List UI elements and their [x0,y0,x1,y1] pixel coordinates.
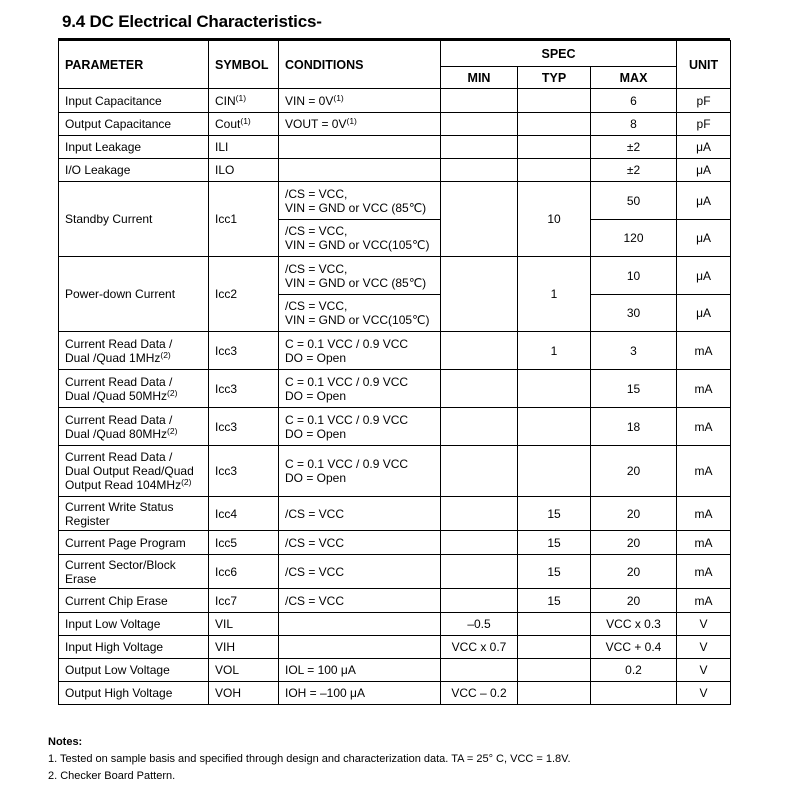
min-cell [441,408,518,446]
table-row [59,113,731,136]
param-cell: Input Capacitance [59,89,209,113]
min-cell [441,555,518,589]
table-header-row [59,41,731,67]
unit-cell: μA [677,220,731,257]
max-cell: 20 [591,531,677,555]
condition-cell: /CS = VCC, VIN = GND or VCC (85℃) [279,182,441,220]
param-cell: Current Chip Erase [59,589,209,613]
typ-cell [518,613,591,636]
table-row [59,332,731,370]
unit-cell: mA [677,370,731,408]
symbol-cell: Icc3 [209,370,279,408]
typ-cell: 15 [518,555,591,589]
note-2: 2. Checker Board Pattern. [48,770,176,782]
notes-section [48,734,571,785]
param-cell: Output Low Voltage [59,659,209,682]
table-row [59,159,731,182]
table-row [59,682,731,705]
notes-heading: Notes: [48,736,83,748]
max-cell: ±2 [591,136,677,159]
min-cell [441,332,518,370]
symbol-cell: ILO [209,159,279,182]
max-cell: 20 [591,497,677,531]
condition-cell: /CS = VCC, VIN = GND or VCC(105℃) [279,295,441,332]
symbol-cell: Icc3 [209,332,279,370]
max-cell: VCC x 0.3 [591,613,677,636]
max-cell: 120 [591,220,677,257]
max-cell: 6 [591,89,677,113]
condition-cell: /CS = VCC [279,589,441,613]
max-cell: 0.2 [591,659,677,682]
unit-cell: mA [677,446,731,497]
typ-cell [518,89,591,113]
typ-cell: 15 [518,531,591,555]
max-cell: 20 [591,446,677,497]
unit-cell: μA [677,257,731,295]
header-conditions: CONDITIONS [279,41,441,89]
param-cell: Current Write Status Register [59,497,209,531]
max-cell: 15 [591,370,677,408]
min-cell [441,89,518,113]
typ-cell [518,636,591,659]
symbol-cell: VIH [209,636,279,659]
condition-cell [279,159,441,182]
table-row [59,136,731,159]
unit-cell: pF [677,89,731,113]
table-row [59,370,731,408]
unit-cell: mA [677,555,731,589]
max-cell: 30 [591,295,677,332]
unit-cell: μA [677,136,731,159]
condition-cell: /CS = VCC, VIN = GND or VCC (85℃) [279,257,441,295]
typ-cell: 1 [518,332,591,370]
unit-cell: V [677,636,731,659]
unit-cell: pF [677,113,731,136]
table-row [59,531,731,555]
header-typ: TYP [518,67,591,89]
condition-cell: /CS = VCC [279,497,441,531]
typ-cell [518,659,591,682]
typ-cell: 10 [518,182,591,257]
table-row [59,659,731,682]
table-row [59,636,731,659]
typ-cell: 15 [518,589,591,613]
max-cell: 8 [591,113,677,136]
param-cell: Current Read Data / Dual Output Read/Quad Output Read 104MHz$^{(2)}$ [59,446,209,497]
symbol-cell: Icc7 [209,589,279,613]
param-cell: Current Read Data / Dual /Quad 50MHz$^{(2)}$ [59,370,209,408]
unit-cell: mA [677,531,731,555]
param-cell: Power-down Current [59,257,209,332]
condition-cell: /CS = VCC [279,555,441,589]
param-cell: Current Read Data / Dual /Quad 80MHz$^{(2)}$ [59,408,209,446]
min-cell [441,113,518,136]
max-cell: 10 [591,257,677,295]
max-cell: 50 [591,182,677,220]
header-parameter: PARAMETER [59,41,209,89]
table-row [59,589,731,613]
min-cell [441,531,518,555]
min-cell [441,159,518,182]
header-spec: SPEC [441,41,677,67]
note-1: 1. Tested on sample basis and specified through design and characterization data. TA = 25° C, VCC = 1.8V. [48,753,571,765]
typ-cell [518,408,591,446]
unit-cell: V [677,659,731,682]
max-cell: VCC + 0.4 [591,636,677,659]
symbol-cell: VOL [209,659,279,682]
min-cell [441,659,518,682]
dc-characteristics-table [58,40,731,705]
typ-cell [518,682,591,705]
condition-cell: /CS = VCC [279,531,441,555]
symbol-cell: Cout$^{(1)}$ [209,113,279,136]
unit-cell: mA [677,408,731,446]
min-cell: VCC x 0.7 [441,636,518,659]
symbol-cell: Icc1 [209,182,279,257]
param-cell: Current Page Program [59,531,209,555]
symbol-cell: Icc6 [209,555,279,589]
condition-cell: VOUT = $0V^{(1)}$ [279,113,441,136]
param-cell: Input High Voltage [59,636,209,659]
unit-cell: mA [677,497,731,531]
min-cell [441,446,518,497]
symbol-cell: VIL [209,613,279,636]
condition-cell: /CS = VCC, VIN = GND or VCC(105℃) [279,220,441,257]
max-cell: 3 [591,332,677,370]
param-cell: Standby Current [59,182,209,257]
condition-cell: IOH = –100 μA [279,682,441,705]
symbol-cell: Icc5 [209,531,279,555]
table-row [59,89,731,113]
condition-cell: VIN = $0V^{(1)}$ [279,89,441,113]
unit-cell: μA [677,159,731,182]
typ-cell: 1 [518,257,591,332]
min-cell [441,370,518,408]
min-cell [441,136,518,159]
typ-cell [518,136,591,159]
param-cell: Output High Voltage [59,682,209,705]
table-row [59,182,731,220]
condition-cell [279,636,441,659]
min-cell [441,257,518,332]
typ-cell [518,370,591,408]
unit-cell: mA [677,332,731,370]
unit-cell: V [677,682,731,705]
typ-cell: 15 [518,497,591,531]
condition-cell: C = 0.1 VCC / 0.9 VCC DO = Open [279,332,441,370]
condition-cell: C = 0.1 VCC / 0.9 VCC DO = Open [279,408,441,446]
table-row [59,555,731,589]
header-symbol: SYMBOL [209,41,279,89]
param-cell: Input Low Voltage [59,613,209,636]
param-cell: Input Leakage [59,136,209,159]
symbol-cell: Icc3 [209,446,279,497]
param-cell: Current Sector/Block Erase [59,555,209,589]
header-max: MAX [591,67,677,89]
typ-cell [518,446,591,497]
max-cell: ±2 [591,159,677,182]
table-row [59,446,731,497]
unit-cell: mA [677,589,731,613]
symbol-cell: VOH [209,682,279,705]
param-cell: I/O Leakage [59,159,209,182]
header-unit: UNIT [677,41,731,89]
condition-cell: C = 0.1 VCC / 0.9 VCC DO = Open [279,446,441,497]
condition-cell [279,136,441,159]
min-cell: –0.5 [441,613,518,636]
condition-cell [279,613,441,636]
table-row [59,613,731,636]
max-cell: 20 [591,589,677,613]
symbol-cell: CIN$^{(1)}$ [209,89,279,113]
table-row [59,257,731,295]
unit-cell: μA [677,295,731,332]
max-cell: 18 [591,408,677,446]
table-row [59,408,731,446]
condition-cell: C = 0.1 VCC / 0.9 VCC DO = Open [279,370,441,408]
typ-cell [518,113,591,136]
symbol-cell: ILI [209,136,279,159]
max-cell: 20 [591,555,677,589]
unit-cell: V [677,613,731,636]
symbol-cell: Icc4 [209,497,279,531]
table-row [59,497,731,531]
unit-cell: μA [677,182,731,220]
min-cell [441,497,518,531]
max-cell [591,682,677,705]
typ-cell [518,159,591,182]
symbol-cell: Icc2 [209,257,279,332]
condition-cell: IOL = 100 μA [279,659,441,682]
symbol-cell: Icc3 [209,408,279,446]
min-cell [441,589,518,613]
param-cell: Current Read Data / Dual /Quad 1MHz$^{(2)}$ [59,332,209,370]
param-cell: Output Capacitance [59,113,209,136]
page-title: 9.4 DC Electrical Characteristics- [62,12,322,31]
header-min: MIN [441,67,518,89]
min-cell [441,182,518,257]
min-cell: VCC – 0.2 [441,682,518,705]
